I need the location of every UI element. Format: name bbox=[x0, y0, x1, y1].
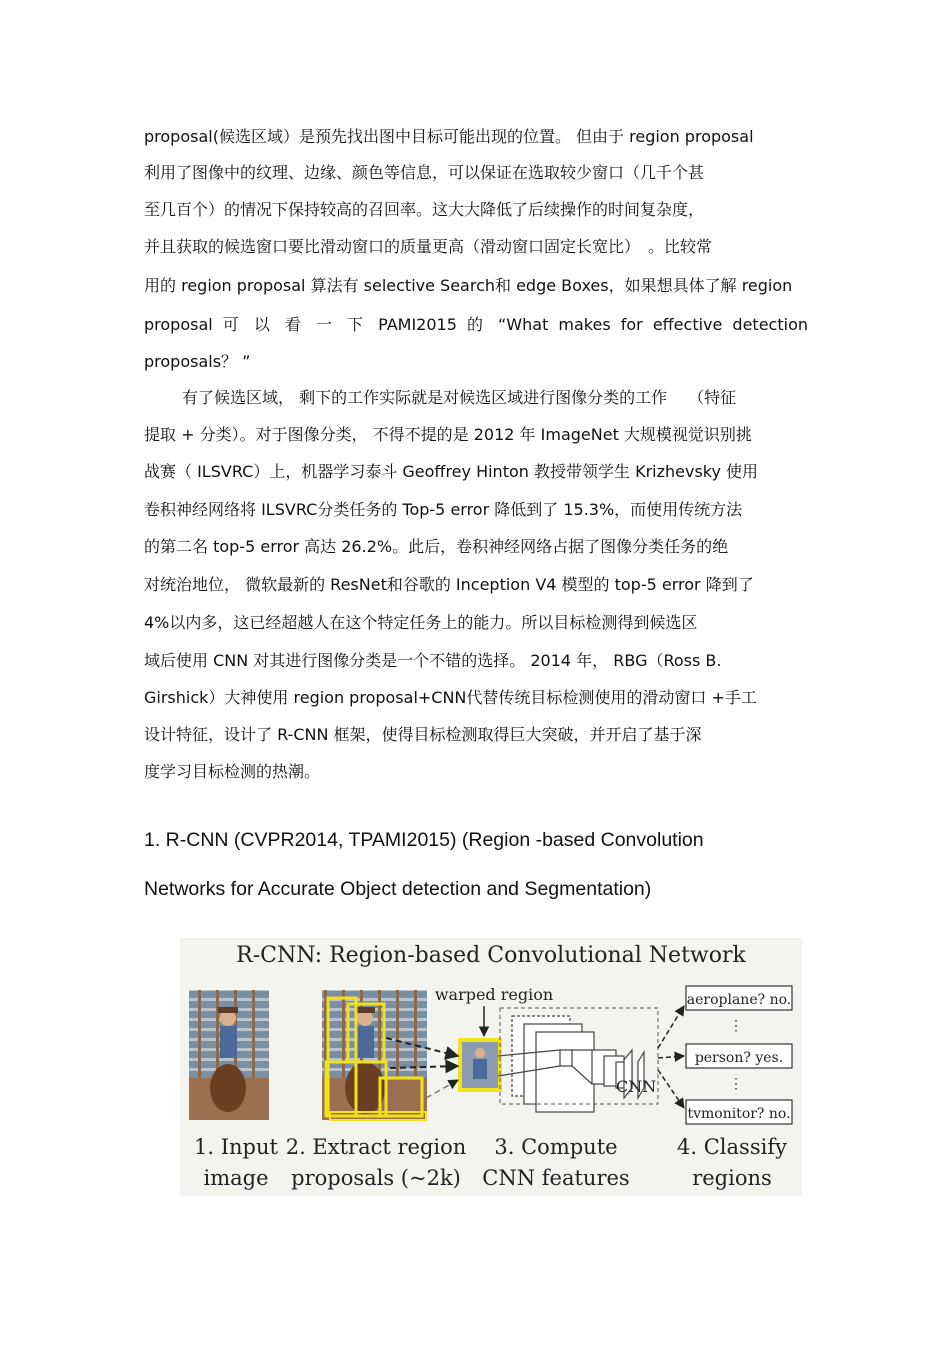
cnn-label: CNN bbox=[616, 1077, 657, 1096]
warped-region-label: warped region bbox=[434, 985, 554, 1004]
text-line: 利用了图像中的纹理、边缘、颜色等信息，可以保证在选取较少窗口（几千个甚 bbox=[144, 163, 705, 182]
text-line: 用的 region proposal 算法有 selective Search和 edge Boxes，如果想具体了解 region bbox=[144, 276, 793, 295]
svg-text:aeroplane? no.: aeroplane? no. bbox=[686, 992, 792, 1008]
step2-line2: proposals (~2k) bbox=[291, 1166, 461, 1190]
text-line: Girshick）大神使用 region proposal+CNN代替传统目标检测使用的滑动窗口 +手工 bbox=[144, 688, 757, 707]
text-line: 至几百个）的情况下保持较高的召回率。这大大降低了后续操作的时间复杂度， bbox=[144, 200, 705, 219]
text-line: 设计特征，设计了 R-CNN 框架，使得目标检测取得巨大突破，并开启了基于深 bbox=[144, 725, 702, 744]
step3-line2: CNN features bbox=[482, 1166, 630, 1190]
step4-line2: regions bbox=[692, 1166, 772, 1190]
text-line: 4%以内多，这已经超越人在这个特定任务上的能力。所以目标检测得到候选区 bbox=[144, 613, 698, 632]
class-aeroplane bbox=[686, 986, 792, 1010]
text-line: 提取 + 分类）。对于图像分类， 不得不提的是 2012 年 ImageNet 大规模视觉识别挑 bbox=[144, 425, 752, 444]
step4-line1: 4. Classify bbox=[677, 1135, 787, 1159]
ellipsis-icon: ⋮ bbox=[729, 1018, 743, 1034]
step2-line1: 2. Extract region bbox=[285, 1135, 467, 1159]
text-line: 战赛（ ILSVRC）上，机器学习泰斗 Geoffrey Hinton 教授带领学生 Krizhevsky 使用 bbox=[144, 462, 759, 481]
cnn-network bbox=[498, 1016, 644, 1112]
heading-line: 1. R-CNN (CVPR2014, TPAMI2015) (Region -based Convolution bbox=[144, 829, 704, 851]
step1-line1: 1. Input bbox=[194, 1135, 278, 1159]
text-line: 的第二名 top-5 error 高达 26.2%。此后，卷积神经网络占据了图像分类任务的绝 bbox=[144, 537, 729, 556]
heading-line: Networks for Accurate Object detection and Segmentation) bbox=[144, 878, 652, 900]
text-line: 度学习目标检测的热潮。 bbox=[144, 762, 321, 781]
svg-text:tvmonitor? no.: tvmonitor? no. bbox=[687, 1106, 791, 1122]
text-line: proposal(候选区域）是预先找出图中目标可能出现的位置。 但由于 region proposal bbox=[144, 127, 754, 146]
text-line: 对统治地位， 微软最新的 ResNet和谷歌的 Inception V4 模型的 top-5 error 降到了 bbox=[144, 575, 754, 594]
class-tvmonitor bbox=[686, 1100, 792, 1124]
proposals-image bbox=[322, 990, 427, 1120]
step3-line1: 3. Compute bbox=[494, 1135, 618, 1159]
text-line: 卷积神经网络将 ILSVRC分类任务的 Top-5 error 降低到了 15.3%，而使用传统方法 bbox=[144, 500, 743, 519]
rcnn-figure bbox=[180, 938, 802, 1196]
figure-title: R-CNN: Region-based Convolutional Network bbox=[236, 943, 746, 968]
rcnn-diagram bbox=[180, 938, 802, 1196]
svg-text:person? yes.: person? yes. bbox=[694, 1050, 784, 1066]
text-line: 并且获取的候选窗口要比滑动窗口的质量更高（滑动窗口固定长宽比） 。比较常 bbox=[144, 237, 713, 256]
text-line: 域后使用 CNN 对其进行图像分类是一个不错的选择。 2014 年， RBG（Ross B. bbox=[144, 651, 722, 670]
class-person bbox=[686, 1044, 792, 1068]
text-line: proposal 可 以 看 一 下 PAMI2015 的 “What makes for effective detection bbox=[144, 315, 808, 334]
ellipsis-icon: ⋮ bbox=[729, 1076, 743, 1092]
input-image bbox=[189, 990, 269, 1120]
warped-region-image bbox=[460, 1040, 500, 1090]
text-line: proposals？ ” bbox=[144, 352, 251, 371]
text-line: 有了候选区域， 剩下的工作实际就是对候选区域进行图像分类的工作 （特征 bbox=[182, 388, 737, 407]
step1-line2: image bbox=[203, 1166, 269, 1190]
